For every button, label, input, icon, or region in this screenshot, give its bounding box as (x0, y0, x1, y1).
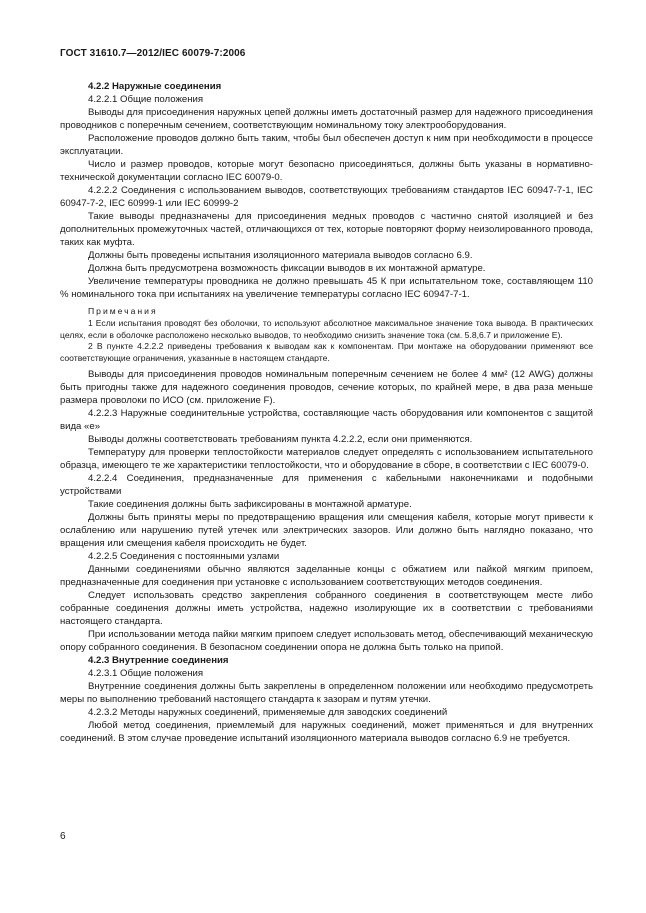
notes-title: Примечания (88, 306, 158, 316)
body-paragraph: Выводы для присоединения наружных цепей должны иметь достаточный размер для надежного присоединения проводников с поперечным сечением, соответствующим номинальному току электрооборудования. (60, 107, 593, 131)
subsection-heading: 4.2.2.5 Соединения с постоянными узлами (88, 551, 280, 563)
section-heading: 4.2.3 Внутренние соединения (88, 655, 229, 667)
body-paragraph: Данными соединениями обычно являются заделанные концы с обжатием или пайкой мягким припоем, предназначенные для соединения при установке с использованием соответствующих методов соединения. (60, 564, 593, 589)
subsection-heading: 4.2.3.1 Общие положения (88, 668, 204, 680)
body-paragraph: Увеличение температуры проводника не должно превышать 45 К при испытательном токе, составляющем 110 % номинального тока при испытаниях на увеличение температуры согласно IEC 60947-7-1. (60, 276, 593, 300)
subsection-heading: 4.2.3.2 Методы наружных соединений, применяемые для заводских соединений (88, 707, 448, 719)
section-heading: 4.2.2 Наружные соединения (88, 81, 222, 92)
subsection-heading: 4.2.2.1 Общие положения (88, 94, 204, 105)
page-header: ГОСТ 31610.7—2012/IEC 60079-7:2006 (60, 48, 246, 59)
note-item: 2 В пункте 4.2.2.2 приведены требования к выводам как к компонентам. При монтаже на оборудовании применяют все соответствующие ограничения, указанные в настоящем стандарте. (60, 341, 593, 363)
body-paragraph: Выводы для присоединения проводов номинальным поперечным сечением не более 4 мм² (12 AWG) должны быть пригодны также для надежного соединения проводов, сечение которых, по крайней мере, в два раза меньше размера проволоки по ИСО (см. приложение F). (60, 369, 593, 407)
body-paragraph: Должны быть проведены испытания изоляционного материала выводов согласно 6.9. (88, 250, 473, 261)
body-paragraph: Любой метод соединения, приемлемый для наружных соединений, может применяться и для внутренних соединений. В этом случае проведение испытаний изоляционного материала выводов согласно 6.9 не требуется. (60, 720, 593, 745)
body-paragraph: Такие соединения должны быть зафиксированы в монтажной арматуре. (88, 499, 412, 511)
body-paragraph: Выводы должны соответствовать требованиям пункта 4.2.2.2, если они применяются. (88, 434, 473, 446)
body-paragraph: Должны быть приняты меры по предотвращению вращения или смещения кабеля, которые могут привести к ослаблению или нарушению путей утечек или электрических зазоров. Или должно быть наглядно показано, что вращения или смещения кабеля происходить не будет. (60, 512, 593, 550)
body-paragraph: Расположение проводов должно быть таким, чтобы был обеспечен доступ к ним при необходимости в процессе эксплуатации. (60, 133, 593, 157)
body-paragraph: Такие выводы предназначены для присоединения медных проводов с частично снятой изоляцией и без дополнительных промежуточных частей, отличающихся от тех, которые повторяют форму неизолированного провода, таких как муфта. (60, 211, 593, 248)
subsection-heading: 4.2.2.4 Соединения, предназначенные для применения с кабельными наконечниками и подобными устройствами (60, 473, 593, 498)
body-paragraph: Внутренние соединения должны быть закреплены в определенном положении или необходимо предусмотреть меры по выполнению требований настоящего стандарта к зазорам и путям утечки. (60, 681, 593, 706)
body-paragraph: Следует использовать средство закрепления собранного соединения в соответствующем месте либо собранные соединения должны иметь устройства, надежно изолирующие их в соответствии с требованиями настоящего стандарта. (60, 590, 593, 628)
subsection-heading: 4.2.2.2 Соединения с использованием выводов, соответствующих требованиям стандартов IEC 60947-7-1, IEC 60947-7-2, IEC 60999-1 или IEC 60999-2 (60, 185, 593, 209)
document-body (60, 80, 593, 745)
body-paragraph: При использовании метода пайки мягким припоем следует использовать метод, обеспечивающий механическую опору собранного соединения. В безопасном соединении опора не должна быть только на припой. (60, 629, 593, 654)
body-paragraph: Температуру для проверки теплостойкости материалов следует определять с использованием испытательного образца, имеющего те же характеристики теплостойкости, что и оборудование в сборе, в соответствии с IEC 60079-0. (60, 447, 593, 472)
subsection-heading: 4.2.2.3 Наружные соединительные устройства, составляющие часть оборудования или компонентов с защитой вида «е» (60, 408, 593, 433)
page-number: 6 (60, 831, 66, 842)
note-item: 1 Если испытания проводят без оболочки, то используют абсолютное максимальное значение тока вывода. В практических целях, если в оболочке расположено несколько выводов, то необходимо снизить значение тока (см. 5.8,6.7 и приложение Е). (60, 318, 593, 340)
body-paragraph: Должна быть предусмотрена возможность фиксации выводов в их монтажной арматуре. (88, 263, 486, 274)
body-paragraph: Число и размер проводов, которые могут безопасно присоединяться, должны быть указаны в нормативно-технической документации согласно IEC 60079-0. (60, 159, 593, 183)
